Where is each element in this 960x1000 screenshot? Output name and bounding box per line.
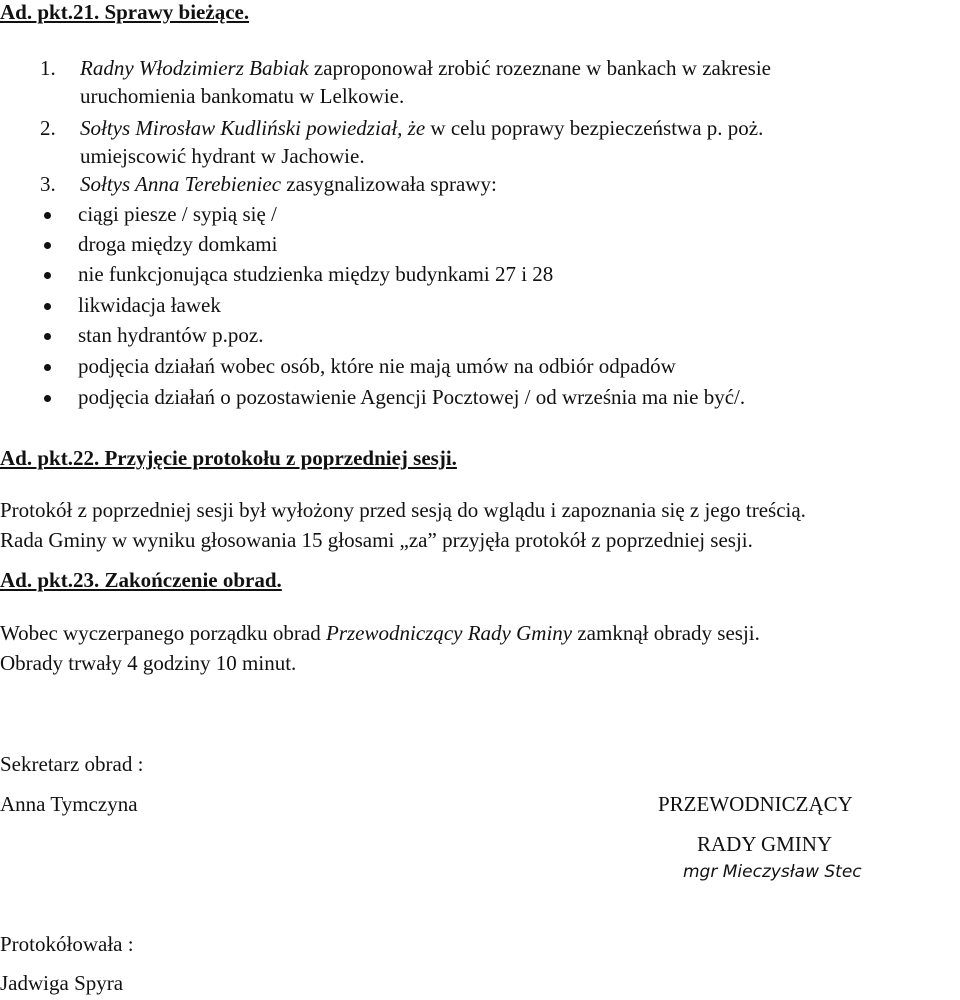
- list-item-speaker: Radny Włodzimierz Babiak: [80, 56, 309, 80]
- paragraph-italic-text: Przewodniczący Rady Gminy: [326, 621, 573, 645]
- list-item-number: 2.: [40, 116, 56, 140]
- recorder-name: Jadwiga Spyra: [0, 971, 124, 995]
- secretary-label: Sekretarz obrad :: [0, 752, 144, 776]
- section-22-heading: Ad. pkt.22. Przyjęcie protokołu z poprzedniej sesji.: [0, 446, 457, 470]
- paragraph-line: Rada Gminy w wyniku głosowania 15 głosami „za” przyjęła protokół z poprzedniej sesji.: [0, 528, 753, 552]
- list-item-speaker: Sołtys Mirosław Kudliński powiedział, że: [80, 116, 426, 140]
- bullet-item: stan hydrantów p.poz.: [78, 323, 264, 347]
- bullet-icon: [44, 364, 51, 371]
- list-item-3: [40, 172, 497, 197]
- list-item-text: zasygnalizowała sprawy:: [281, 172, 497, 196]
- list-item-number: 1.: [40, 56, 56, 80]
- paragraph-text: Wobec wyczerpanego porządku obrad: [0, 621, 326, 645]
- bullet-icon: [44, 303, 51, 310]
- section-23-heading: Ad. pkt.23. Zakończenie obrad.: [0, 568, 282, 592]
- list-item-number: 3.: [40, 172, 56, 196]
- bullet-icon: [44, 333, 51, 340]
- paragraph-line: Obrady trwały 4 godziny 10 minut.: [0, 651, 297, 675]
- bullet-item: podjęcia działań o pozostawienie Agencji Pocztowej / od września ma nie być/.: [78, 385, 746, 409]
- list-item-1-continuation: uruchomienia bankomatu w Lelkowie.: [80, 84, 405, 108]
- paragraph-line: Protokół z poprzedniej sesji był wyłożony przed sesją do wglądu i zapoznania się z jego treścią.: [0, 498, 806, 522]
- paragraph-text: zamknął obrady sesji.: [572, 621, 760, 645]
- list-item-speaker: Sołtys Anna Terebieniec: [80, 172, 282, 196]
- section-21-heading: Ad. pkt.21. Sprawy bieżące.: [0, 0, 250, 24]
- bullet-item: ciągi piesze / sypią się /: [78, 202, 277, 226]
- bullet-icon: [44, 272, 51, 279]
- bullet-item: nie funkcjonująca studzienka między budynkami 27 i 28: [78, 262, 554, 286]
- list-item-text: w celu poprawy bezpieczeństwa p. poż.: [425, 116, 764, 140]
- bullet-icon: [44, 242, 51, 249]
- bullet-icon: [44, 212, 51, 219]
- bullet-item: podjęcia działań wobec osób, które nie mają umów na odbiór odpadów: [78, 354, 676, 378]
- bullet-item: droga między domkami: [78, 232, 278, 256]
- list-item-1: [40, 56, 771, 81]
- list-item-text: zaproponował zrobić rozeznane w bankach w zakresie: [308, 56, 771, 80]
- chair-title-2: RADY GMINY: [697, 832, 833, 856]
- chair-name: mgr Mieczysław Stec: [683, 862, 862, 882]
- list-item-2: [40, 116, 763, 141]
- secretary-name: Anna Tymczyna: [0, 792, 138, 816]
- list-item-2-continuation: umiejscowić hydrant w Jachowie.: [80, 144, 365, 168]
- bullet-icon: [44, 395, 51, 402]
- paragraph-line: [0, 621, 760, 646]
- bullet-item: likwidacja ławek: [78, 293, 221, 317]
- recorder-label: Protokółowała :: [0, 932, 134, 956]
- chair-title: PRZEWODNICZĄCY: [658, 792, 853, 816]
